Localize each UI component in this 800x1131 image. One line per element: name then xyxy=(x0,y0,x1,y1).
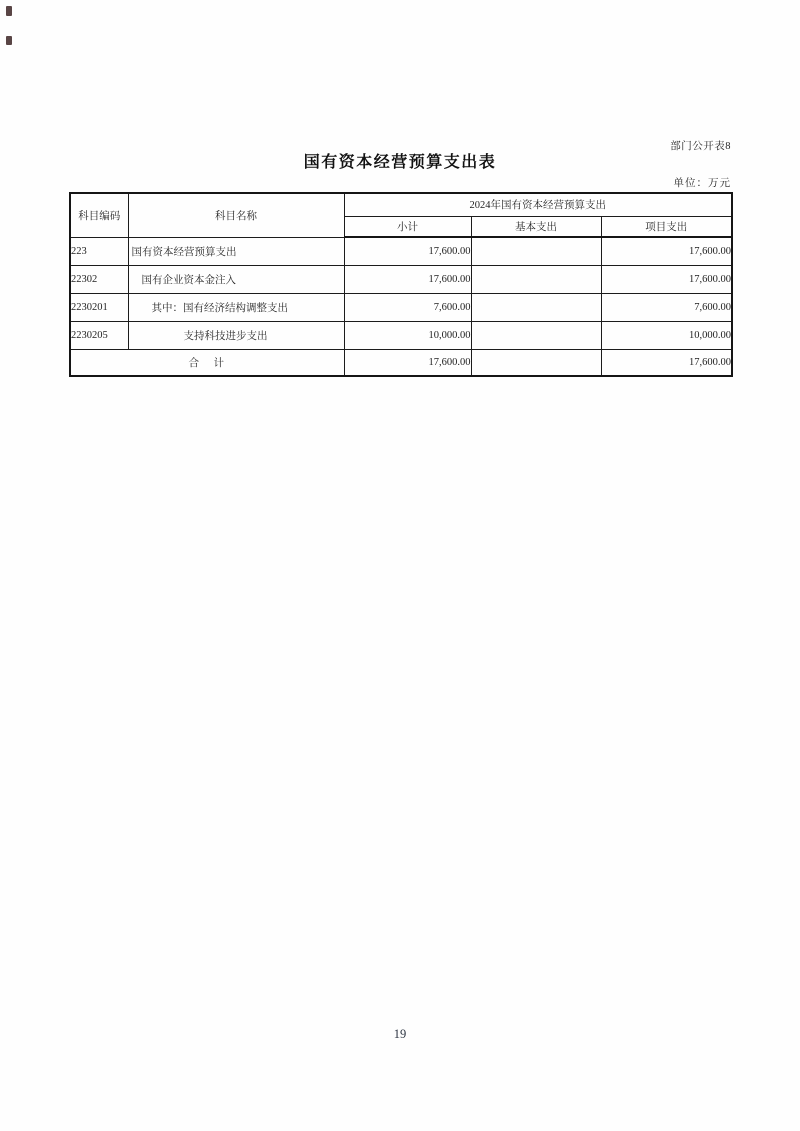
cell-basic-expense xyxy=(471,265,601,293)
cell-total-basic-expense xyxy=(471,349,601,376)
cell-subject-code: 223 xyxy=(70,237,128,265)
cell-subtotal: 10,000.00 xyxy=(344,321,471,349)
col-header-code: 科目编码 xyxy=(70,193,128,237)
cell-subject-code: 2230205 xyxy=(70,321,128,349)
cell-project-expense: 17,600.00 xyxy=(601,237,732,265)
table-row xyxy=(70,321,732,349)
cell-total-subtotal: 17,600.00 xyxy=(344,349,471,376)
scan-artifact-mark xyxy=(6,36,12,45)
col-header-name: 科目名称 xyxy=(128,193,344,237)
col-header-subtotal: 小计 xyxy=(344,216,471,237)
cell-basic-expense xyxy=(471,293,601,321)
table-row xyxy=(70,265,732,293)
cell-project-expense: 10,000.00 xyxy=(601,321,732,349)
col-header-project-expense: 项目支出 xyxy=(601,216,732,237)
cell-subject-name: 支持科技进步支出 xyxy=(128,321,344,349)
cell-basic-expense xyxy=(471,321,601,349)
cell-subtotal: 7,600.00 xyxy=(344,293,471,321)
budget-table xyxy=(69,192,733,377)
scan-artifact-mark xyxy=(6,6,12,16)
col-header-basic-expense: 基本支出 xyxy=(471,216,601,237)
cell-subtotal: 17,600.00 xyxy=(344,265,471,293)
cell-basic-expense xyxy=(471,237,601,265)
cell-subject-code: 22302 xyxy=(70,265,128,293)
unit-label: 单位：万元 xyxy=(673,178,731,189)
page-number: 19 xyxy=(393,1027,407,1041)
cell-project-expense: 7,600.00 xyxy=(601,293,732,321)
cell-subject-name: 其中：国有经济结构调整支出 xyxy=(128,293,344,321)
cell-total-project-expense: 17,600.00 xyxy=(601,349,732,376)
page-title: 国有资本经营预算支出表 xyxy=(303,154,497,171)
form-id-label: 部门公开表8 xyxy=(670,141,731,152)
cell-total-label: 合 计 xyxy=(70,349,344,376)
cell-project-expense: 17,600.00 xyxy=(601,265,732,293)
table-row xyxy=(70,237,732,265)
cell-subject-name: 国有企业资本金注入 xyxy=(128,265,344,293)
col-header-year-group: 2024年国有资本经营预算支出 xyxy=(344,193,732,216)
cell-subject-code: 2230201 xyxy=(70,293,128,321)
table-total-row xyxy=(70,349,732,376)
cell-subtotal: 17,600.00 xyxy=(344,237,471,265)
table-row xyxy=(70,293,732,321)
cell-subject-name: 国有资本经营预算支出 xyxy=(128,237,344,265)
